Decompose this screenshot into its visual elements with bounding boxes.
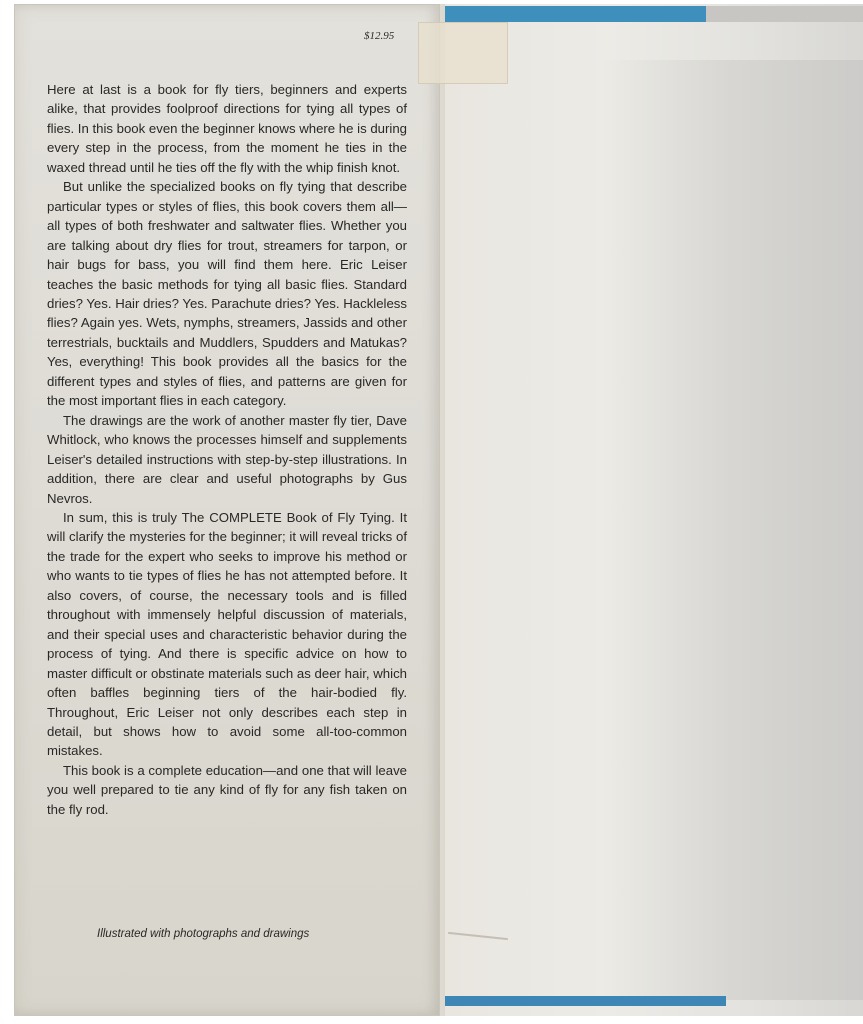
gray-cover-edge-top (706, 6, 863, 22)
blue-cover-edge-bottom (444, 996, 726, 1006)
flap-description (47, 80, 407, 819)
paragraph-intro: Here at last is a book for fly tiers, beginners and experts alike, that provides foolproof directions for tying all types of flies. In this book even the beginner knows where he is during every step in the process, from the moment he ties in the waxed thread until he ties off the fly with the whip finish knot. (47, 82, 407, 175)
paragraph-closing: This book is a complete education—and one that will leave you well prepared to tie any kind of fly for any fish taken on the fly rod. (47, 762, 407, 817)
paragraph-summary: In sum, this is truly The COMPLETE Book of Fly Tying. It will clarify the mysteries for the beginner; it will reveal tricks of the trade for the expert who seeks to improve his method or who wants to tie types of flies he has not attempted before. It also covers, of course, the necessary tools and is filled throughout with immensely helpful discussion of materials, and their special uses and characteristic behavior during the process of tying. And there is specific advice on how to master difficult or obstinate materials such as deer hair, which often baffles beginning tiers of the hair-bodied fly. Throughout, Eric Leiser not only describes each step in detail, but shows how to avoid some all-too-common mistakes. (47, 509, 407, 759)
paragraph-coverage: But unlike the specialized books on fly tying that describe particular types or styles of flies, this book covers them all—all types of both freshwater and saltwater flies. Whether you are talking about dry flies for trout, streamers for tarpon, or hair bugs for bass, you will find them here. Eric Leiser teaches the basic methods for tying all basic flies. Standard dries? Yes. Hair dries? Yes. Parachute dries? Yes. Hackleless flies? Again yes. Wets, nymphs, streamers, Jassids and other terrestrials, bucktails and Muddlers, Spudders and Matukas? Yes, everything! This book provides all the basics for the different types and styles of flies, and patterns are given for the most important flies in each category. (47, 179, 407, 409)
price-label: $12.95 (364, 30, 395, 42)
tape-strip (418, 22, 508, 84)
paragraph-drawings: The drawings are the work of another master fly tier, Dave Whitlock, who knows the processes himself and supplements Leiser's detailed instructions with step-by-step illustrations. In addition, there are clear and useful photographs by Gus Nevros. (47, 412, 407, 506)
illustration-credit: Illustrated with photographs and drawings (97, 928, 310, 940)
blue-cover-edge-top (434, 6, 706, 22)
cover-shadow (600, 60, 863, 1000)
